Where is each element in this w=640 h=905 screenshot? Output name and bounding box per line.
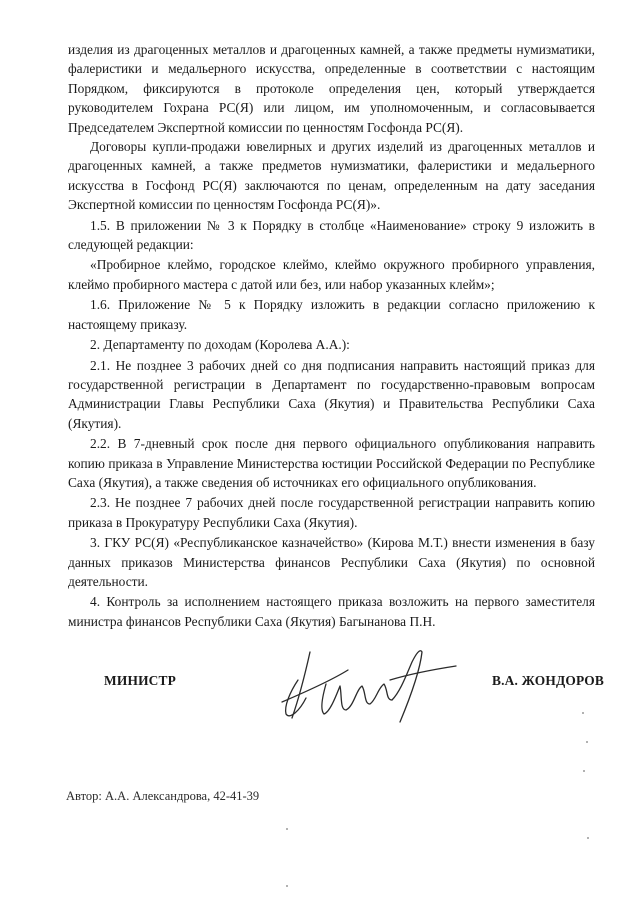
paragraph-item-2-3: 2.3. Не позднее 7 рабочих дней после государственной регистрации направить копию приказа в Прокуратуру Республики Саха (Якутия). (68, 495, 595, 530)
paragraph-item-3: 3. ГКУ РС(Я) «Республиканское казначейство» (Кирова М.Т.) внести изменения в базу данных приказов Министерства финансов Республики Саха (Якутия) по основной деятельности. (68, 535, 595, 589)
paragraph-hallmark-quote: «Пробирное клеймо, городское клеймо, клеймо окружного пробирного управления, клеймо пробирного мастера с датой или без, или набор указанных клейм»; (68, 257, 595, 292)
paragraph-purchase-contracts: Договоры купли-продажи ювелирных и других изделий из драгоценных металлов и драгоценных камней, а также предметов нумизматики, фалеристики и медальерного искусства в Госфонд РС(Я) заключаются по ценам, определенным на дату заседания Экспертной комиссии по ценностям Госфонда РС(Я)». (68, 139, 595, 213)
paragraph-item-2-2: 2.2. В 7-дневный срок после дня первого официального опубликования направить копию приказа в Управление Министерства юстиции Российской Федерации по Республике Саха (Якутия), а также сведения об источниках его официального опубликования. (68, 436, 595, 490)
paragraph-price-protocol: изделия из драгоценных металлов и драгоценных камней, а также предметы нумизматики, фалеристики и медальерного искусства, определенные в соответствии с настоящим Порядком, фиксируются в протоколе определения цен, который утверждается руководителем Гохрана РС(Я) или лицом, им уполномоченным, и согласовывается Председателем Экспертной комиссии по ценностям Госфонда РС(Я). (68, 42, 595, 135)
scan-speck (286, 828, 288, 830)
document-body (68, 40, 595, 631)
paragraph-item-1-6: 1.6. Приложение № 5 к Порядку изложить в редакции согласно приложению к настоящему приказу. (68, 297, 595, 332)
scan-speck (583, 770, 585, 772)
signature-title: МИНИСТР (104, 673, 177, 688)
paragraph-item-1-5: 1.5. В приложении № 3 к Порядку в столбце «Наименование» строку 9 изложить в следующей редакции: (68, 217, 595, 253)
handwritten-signature (270, 640, 470, 730)
signature-name: В.А. ЖОНДОРОВ (492, 673, 605, 688)
scan-speck (286, 885, 288, 887)
author-line: Автор: А.А. Александрова, 42-41-39 (66, 789, 260, 803)
paragraph-item-2-1: 2.1. Не позднее 3 рабочих дней со дня подписания направить настоящий приказ для государственной регистрации в Департамент по государственно-правовым вопросам Администрации Главы Республики Саха (Якутия) и Правительства Республики Саха (Якутия). (68, 357, 595, 431)
paragraph-item-2: 2. Департаменту по доходам (Королева А.А.): (90, 337, 350, 353)
paragraph-item-4: 4. Контроль за исполнением настоящего приказа возложить на первого заместителя министра финансов Республики Саха (Якутия) Багынанова П.Н. (68, 594, 595, 629)
scan-speck (582, 712, 584, 714)
scan-speck (587, 837, 589, 839)
scan-speck (586, 741, 588, 743)
